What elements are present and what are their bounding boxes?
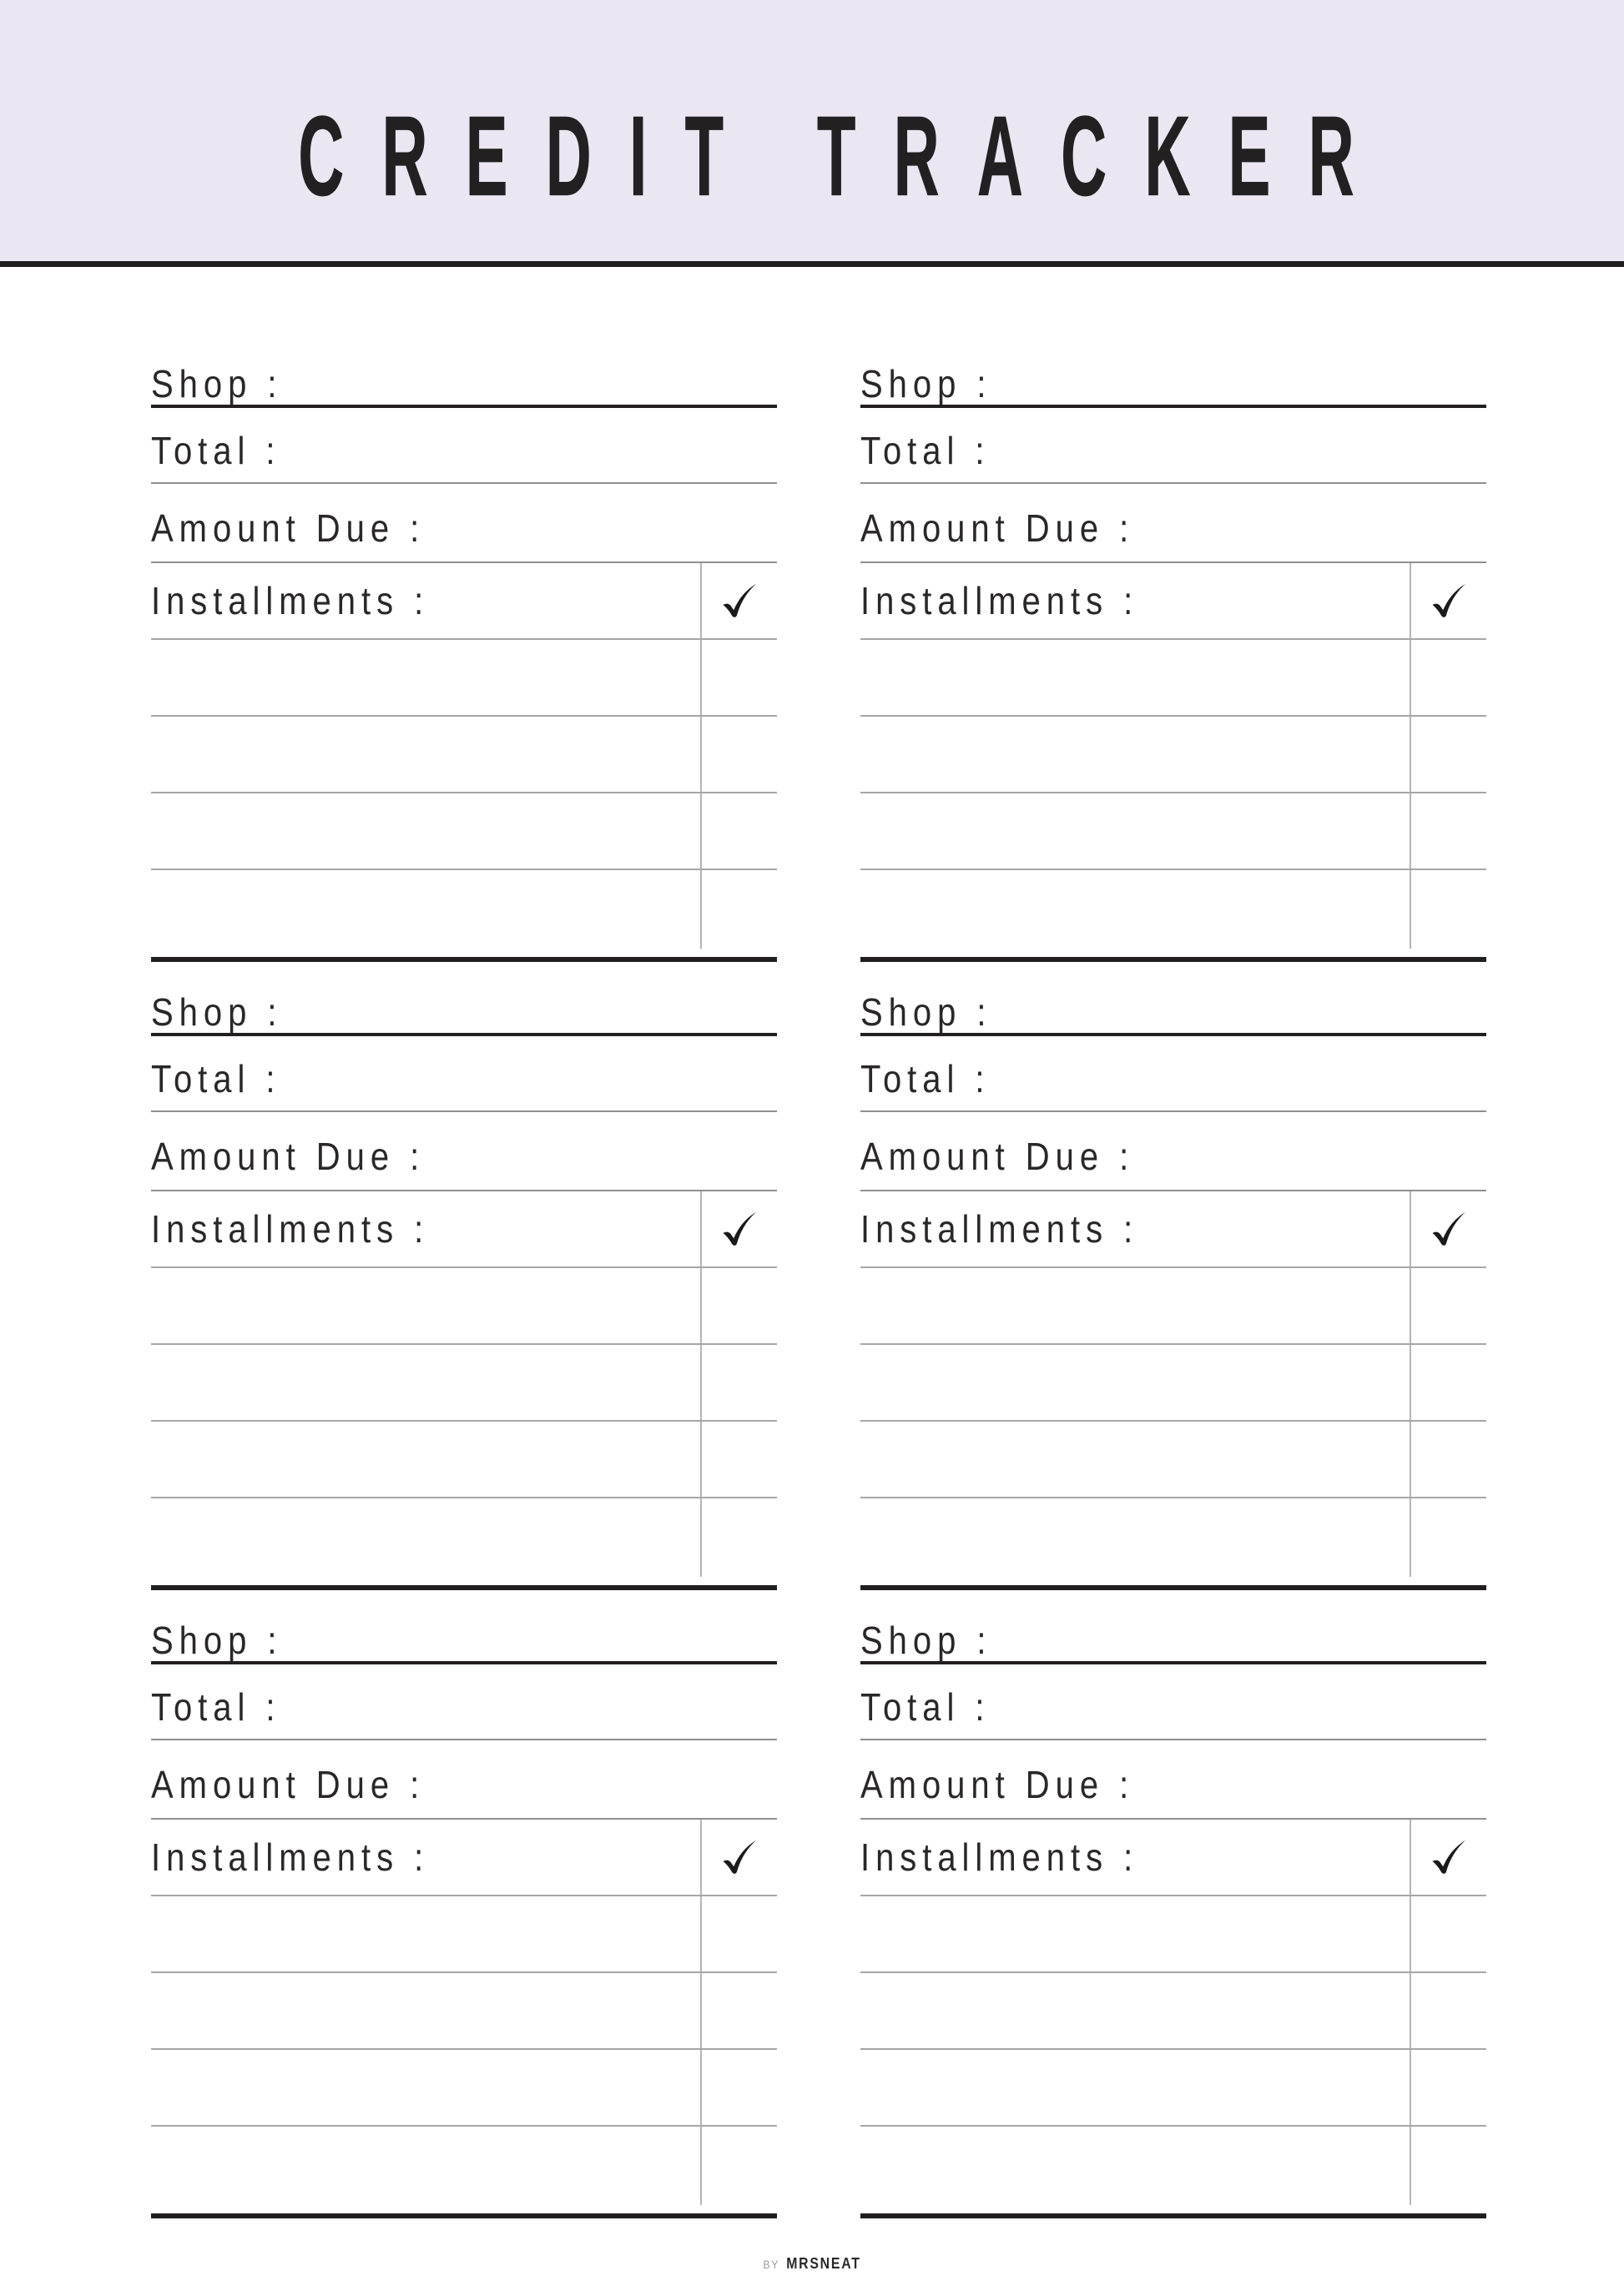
installments-table	[860, 1820, 1486, 2205]
footer-by-label: BY	[763, 2258, 780, 2271]
installments-table	[151, 563, 777, 949]
page-title: CREDIT TRACKER	[298, 93, 1393, 220]
shop-field	[860, 1619, 1486, 1664]
check-icon	[1429, 582, 1469, 620]
footer-brand: MRSNEAT	[786, 2255, 861, 2272]
amount-due-field	[151, 1740, 777, 1820]
installments-table	[860, 563, 1486, 949]
installment-row	[860, 1345, 1486, 1422]
check-icon	[719, 582, 759, 620]
credit-block	[860, 1619, 1486, 2218]
total-label: Total :	[860, 1056, 991, 1100]
total-field	[151, 408, 777, 484]
footer	[98, 2255, 1526, 2273]
amount-due-field	[151, 1112, 777, 1191]
amount-due-label: Amount Due :	[151, 1762, 426, 1806]
installment-row	[860, 1973, 1486, 2050]
check-icon	[1429, 1210, 1469, 1248]
installments-table	[860, 1191, 1486, 1577]
installments-label: Installments :	[860, 1835, 1139, 1879]
installments-header-row	[151, 1820, 777, 1896]
amount-due-field	[860, 1740, 1486, 1820]
credit-block	[151, 990, 777, 1590]
installment-row	[151, 1422, 777, 1498]
installment-row	[860, 717, 1486, 793]
installment-row	[860, 1268, 1486, 1345]
installments-header-row	[860, 1820, 1486, 1896]
shop-label: Shop :	[151, 989, 283, 1034]
installment-row	[151, 1345, 777, 1422]
amount-due-label: Amount Due :	[860, 1762, 1135, 1806]
installment-row	[151, 1973, 777, 2050]
shop-label: Shop :	[151, 361, 283, 405]
installments-label: Installments :	[151, 1207, 430, 1251]
installments-header-row	[860, 563, 1486, 640]
installments-header-row	[860, 1191, 1486, 1268]
shop-label: Shop :	[860, 1618, 992, 1662]
credit-block	[860, 362, 1486, 962]
credit-block	[151, 1619, 777, 2218]
installment-row	[151, 1896, 777, 1973]
shop-field	[860, 362, 1486, 408]
installment-row	[860, 793, 1486, 870]
installment-row	[860, 870, 1486, 949]
total-label: Total :	[151, 1684, 281, 1729]
installments-table	[151, 1820, 777, 2205]
shop-label: Shop :	[860, 361, 992, 405]
amount-due-label: Amount Due :	[151, 1134, 426, 1178]
credit-block	[860, 990, 1486, 1590]
blocks-grid	[151, 362, 1486, 2218]
installments-label: Installments :	[860, 579, 1139, 622]
installments-label: Installments :	[151, 1835, 430, 1879]
amount-due-label: Amount Due :	[860, 506, 1135, 550]
credit-block	[151, 362, 777, 962]
installment-row	[151, 717, 777, 793]
installment-row	[151, 1498, 777, 1577]
total-field	[860, 1036, 1486, 1112]
installment-row	[151, 2127, 777, 2205]
installments-header-row	[151, 563, 777, 640]
shop-field	[151, 362, 777, 408]
check-icon	[719, 1838, 759, 1876]
installments-label: Installments :	[151, 579, 430, 622]
total-field	[860, 408, 1486, 484]
installment-row	[151, 640, 777, 717]
shop-label: Shop :	[860, 989, 992, 1034]
installment-row	[860, 2127, 1486, 2205]
total-label: Total :	[860, 428, 991, 472]
total-label: Total :	[860, 1684, 991, 1729]
total-label: Total :	[151, 1056, 281, 1100]
installment-row	[860, 1498, 1486, 1577]
total-field	[151, 1036, 777, 1112]
installments-header-row	[151, 1191, 777, 1268]
amount-due-label: Amount Due :	[151, 506, 426, 550]
shop-field	[151, 990, 777, 1036]
amount-due-field	[860, 484, 1486, 563]
installments-table	[151, 1191, 777, 1577]
installment-row	[151, 793, 777, 870]
total-field	[860, 1664, 1486, 1740]
installment-row	[860, 1896, 1486, 1973]
shop-field	[151, 1619, 777, 1664]
total-label: Total :	[151, 428, 281, 472]
header-band	[0, 0, 1624, 267]
installment-row	[860, 2050, 1486, 2127]
shop-field	[860, 990, 1486, 1036]
check-icon	[719, 1210, 759, 1248]
amount-due-field	[860, 1112, 1486, 1191]
installment-row	[860, 1422, 1486, 1498]
amount-due-field	[151, 484, 777, 563]
installment-row	[151, 870, 777, 949]
total-field	[151, 1664, 777, 1740]
installment-row	[151, 2050, 777, 2127]
check-icon	[1429, 1838, 1469, 1876]
shop-label: Shop :	[151, 1618, 283, 1662]
installments-label: Installments :	[860, 1207, 1139, 1251]
amount-due-label: Amount Due :	[860, 1134, 1135, 1178]
installment-row	[860, 640, 1486, 717]
installment-row	[151, 1268, 777, 1345]
